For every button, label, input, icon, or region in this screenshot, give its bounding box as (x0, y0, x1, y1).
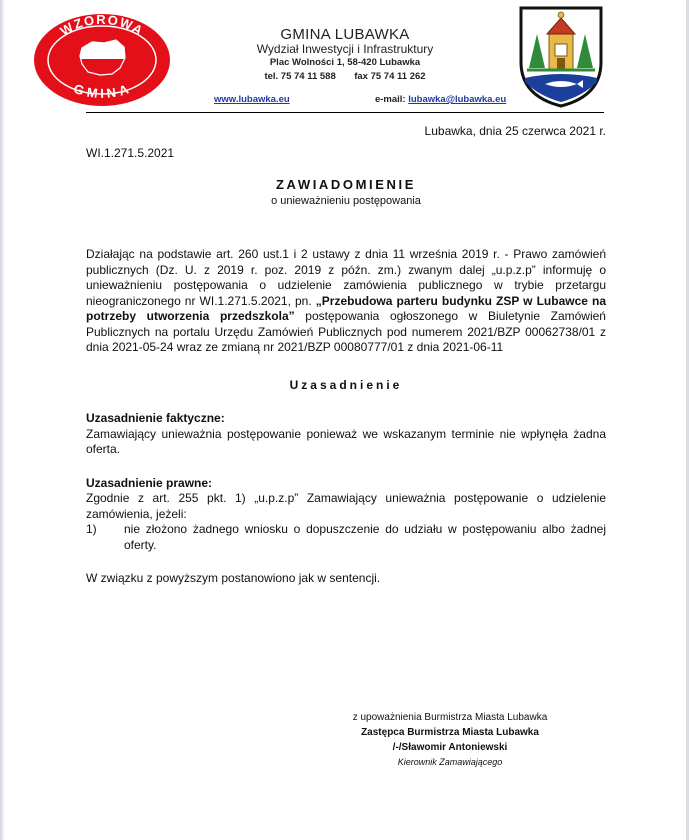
office-address: Plac Wolności 1, 58-420 Lubawka (269, 57, 421, 68)
signature-position: Zastępca Burmistrza Miasta Lubawka (361, 727, 539, 738)
crest-tower-orb (558, 12, 564, 18)
factual-text: Zamawiający unieważnia postępowanie ponieważ we wskazanym terminie nie wpłynęła żadna oferta. (86, 426, 606, 456)
crest-tower-door (557, 58, 565, 70)
factual-justification (86, 411, 606, 458)
signature-name: /-/Sławomir Antoniewski (392, 742, 508, 753)
document-subtitle: o unieważnieniu postępowania (271, 194, 421, 207)
office-fax: fax 75 74 11 262 (354, 71, 426, 82)
legal-item-number: 1) (86, 522, 97, 536)
place-date: Lubawka, dnia 25 czerwca 2021 r. (424, 124, 606, 138)
intro-paragraph (86, 247, 606, 356)
wzorowa-gmina-logo (32, 12, 172, 108)
logo-text-bottom: GMINA (71, 80, 133, 102)
email-label: e-mail: (374, 94, 406, 105)
legal-text: Zgodnie z art. 255 pkt. 1) „u.p.z.p” Zamawiający unieważnia postępowanie o udzielenie zamówienia, jeżeli: (86, 491, 606, 521)
department-name: Wydział Inwestycji i Infrastruktury (256, 42, 434, 56)
intro-text-part2: postępowania ogłoszonego w Biuletynie Zamówień Publicznych na portalu Urzędu Zamówień Publicznych pod numerem 2021/BZP 00062738/01 z dnia 2021-05-24 wraz ze zmianą nr 2021/BZP 00080777/01 z dnia 2021-06-11 (86, 309, 606, 354)
email-link[interactable]: lubawka@lubawka.eu (408, 94, 507, 105)
lubawka-coat-of-arms (517, 4, 605, 108)
office-name: GMINA LUBAWKA (280, 26, 410, 43)
office-phone: tel. 75 74 11 588 (264, 71, 336, 82)
intro-project-name: „Przebudowa parteru budynku ZSP w Lubawce na potrzeby utworzenia przedszkola” (86, 293, 606, 323)
legal-heading: Uzasadnienie prawne: (86, 475, 213, 490)
legal-list-item (86, 522, 606, 553)
page-left-shadow (0, 0, 5, 840)
crest-tower-window (555, 44, 567, 56)
justification-heading: Uzasadnienie (289, 377, 403, 392)
crest-water (525, 74, 597, 102)
factual-heading: Uzasadnienie faktyczne: (86, 411, 225, 425)
signature-block (300, 710, 600, 770)
header-divider (86, 112, 604, 113)
contact-links (214, 94, 506, 105)
document-title: ZAWIADOMIENIE (276, 177, 416, 192)
conclusion: W związku z powyższym postanowiono jak w sentencji. (86, 571, 381, 585)
logo-text-top: WZOROWA (57, 12, 147, 39)
website-link[interactable]: www.lubawka.eu (214, 94, 290, 105)
reference-number: WI.1.271.5.2021 (86, 145, 175, 160)
intro-text-part1: Działając na podstawie art. 260 ust.1 i 2 ustawy z dnia 11 września 2019 r. - Prawo zamówień publicznych (Dz. U. z 2019 r. poz. 2019 z późn. zm.) zwanym dalej „u.p.z.p” informuję o unieważnieniu postępowania o udzielenie zamówienia publicznego w trybie przetargu nieograniczonego nr WI.1.271.5.2021, pn. (86, 247, 606, 308)
signature-authorization: z upoważnienia Burmistrza Miasta Lubawka (352, 712, 548, 723)
letterhead (180, 28, 510, 84)
signature-role: Kierownik Zamawiającego (397, 757, 503, 767)
office-phone-fax (180, 70, 510, 84)
document-body (86, 120, 606, 587)
legal-justification (86, 476, 606, 554)
legal-item-text: nie złożono żadnego wniosku o dopuszczenie do udziału w postępowaniu albo żadnej oferty. (124, 522, 606, 552)
